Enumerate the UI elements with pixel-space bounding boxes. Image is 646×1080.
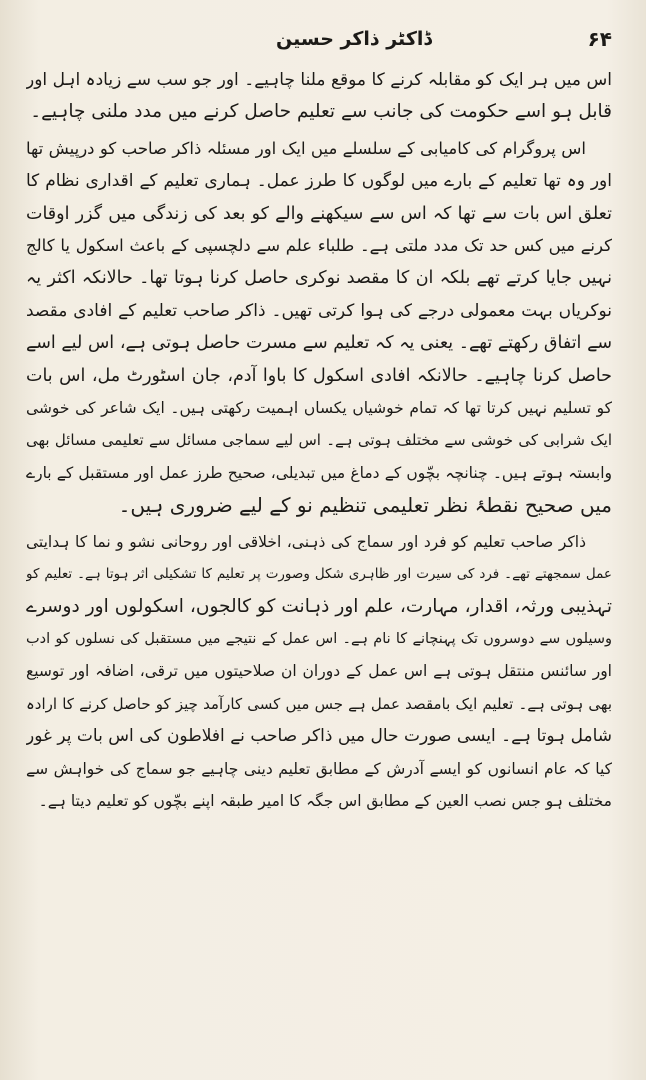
running-head: ڈاکٹر ذاکر حسین	[276, 28, 432, 50]
text-line: اور سائنس منتقل ہوتی ہے اس عمل کے دوران ان صلاحیتوں میں ترقی، اضافہ اور توسیع	[26, 662, 612, 681]
paragraph-2	[26, 133, 612, 522]
text-line: نہیں جایا کرتے تھے بلکہ ان کا مقصد نوکری حاصل کرنا ہوتا تھا۔ حالانکہ اکثر یہ	[26, 268, 612, 289]
text-line: مختلف ہو جس نصب العین کے مطابق اس جگہ کا امیر طبقہ اپنے بچّوں کو تعلیم دیتا ہے۔	[38, 791, 612, 810]
text-line: نوکریاں بہت معمولی درجے کی ہوا کرتی تھیں۔ ذاکر صاحب تعلیم کے افادی مقصد	[26, 300, 612, 321]
text-line: میں صحیح نقطۂ نظر تعلیمی تنظیم نو کے لیے ضروری ہیں۔	[118, 493, 612, 518]
text-line: اس میں ہر ایک کو مقابلہ کرنے کا موقع ملنا چاہیے۔ اور جو سب سے زیادہ اہل اور	[26, 70, 612, 90]
text-line: اس پروگرام کی کامیابی کے سلسلے میں ایک اور مسئلہ ذاکر صاحب کو درپیش تھا	[26, 138, 586, 158]
page-number: ۶۴	[587, 27, 612, 51]
text-line: قابل ہو اسے حکومت کی جانب سے تعلیم حاصل کرنے میں مدد ملنی چاہیے۔	[30, 101, 612, 123]
text-line: ایک شرابی کی خوشی سے مختلف ہوتی ہے۔ اس لیے سماجی مسائل سے تعلیمی مسائل بھی	[26, 431, 612, 450]
page-header	[26, 14, 612, 64]
page-body	[26, 64, 612, 817]
text-line: تعلق اس بات سے تھا کہ اس سے سیکھنے والے کو بعد کی زندگی میں گزر اوقات	[26, 203, 612, 224]
text-line: وسیلوں سے دوسروں تک پہنچانے کا نام ہے۔ اس عمل کے نتیجے میں مستقبل کی نسلوں کو ادب	[26, 630, 612, 647]
text-line: کیا کہ عام انسانوں کو ایسے آدرش کے مطابق تعلیم دینی چاہیے جو سماج کی خواہش سے	[26, 759, 612, 778]
text-line: اور وہ تھا تعلیم کے بارے میں لوگوں کا طرز عمل۔ ہماری تعلیم کے اقداری نظام کا	[26, 171, 612, 192]
text-line: عمل سمجھتے تھے۔ فرد کی سیرت اور ظاہری شکل وصورت پر تعلیم کا تشکیلی اثر ہوتا ہے۔ تعلیم کو	[26, 566, 612, 583]
text-line: ذاکر صاحب تعلیم کو فرد اور سماج کی ذہنی، اخلاقی اور روحانی نشو و نما کا ہدایتی	[26, 532, 586, 551]
paragraph-3	[26, 526, 612, 818]
text-line: کو تسلیم نہیں کرتا تھا کہ تمام خوشیاں یکساں اہمیت رکھتی ہیں۔ ایک شاعر کی خوشی	[26, 399, 612, 418]
paragraph-1	[26, 64, 612, 129]
text-line: بھی ہوتی ہے۔ تعلیم ایک بامقصد عمل ہے جس میں کسی کارآمد چیز کو حاصل کرنے کا ارادہ	[26, 694, 612, 713]
text-line: کرنے میں کس حد تک مدد ملتی ہے۔ طلباء علم سے دلچسپی کے باعث اسکول یا کالج	[26, 236, 612, 256]
text-line: شامل ہوتا ہے۔ ایسی صورت حال میں ذاکر صاحب نے افلاطون کی اس بات پر غور	[26, 726, 612, 747]
text-line: سے اتفاق رکھتے تھے۔ یعنی یہ کہ تعلیم سے مسرت حاصل ہوتی ہے، اس لیے اسے	[26, 333, 612, 354]
text-line: تہذیبی ورثہ، اقدار، مہارت، علم اور ذہانت کو کالجوں، اسکولوں اور دوسرے	[26, 595, 612, 617]
text-line: وابستہ ہوتے ہیں۔ چنانچہ بچّوں کے دماغ میں تبدیلی، صحیح طرز عمل اور مستقبل کے بارے	[26, 463, 612, 482]
text-line: حاصل کرنا چاہیے۔ حالانکہ افادی اسکول کا باوا آدم، جان اسٹورٹ مل، اس بات	[26, 365, 612, 386]
